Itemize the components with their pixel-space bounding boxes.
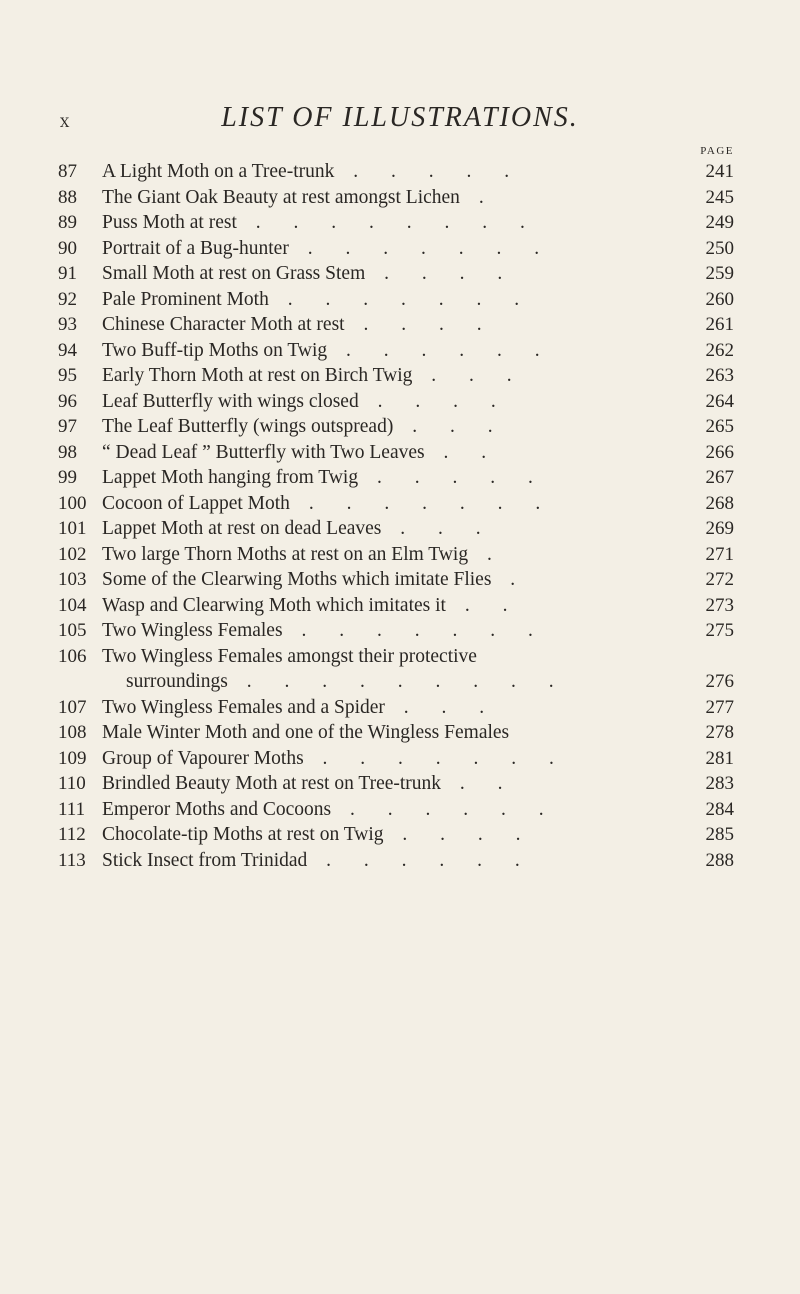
dot-leader: .: [459, 186, 498, 208]
illustration-title-container: [102, 261, 680, 287]
illustration-title-container: [102, 389, 680, 415]
dot-leader: . .: [424, 441, 501, 463]
illustration-number: 112: [58, 824, 86, 845]
illustration-title-container: [102, 618, 680, 644]
illustration-title: Stick Insect from Trinidad: [102, 849, 308, 871]
dot-leader: . .: [441, 773, 517, 794]
list-item: [58, 797, 734, 823]
illustration-number: 100: [58, 492, 87, 514]
illustration-title-container: [102, 797, 680, 823]
list-item: [58, 389, 734, 415]
illustration-title-container: [102, 465, 680, 491]
list-item: [58, 644, 734, 695]
dot-leader: . . .: [412, 365, 526, 386]
illustration-title: Emperor Moths and Cocoons: [102, 798, 332, 820]
illustration-title-container: [102, 771, 680, 797]
page-reference: 275: [705, 620, 734, 641]
illustration-number: 101: [58, 518, 87, 539]
dot-leader: . . . .: [383, 824, 535, 845]
page-reference: 288: [705, 849, 734, 871]
page-reference: 273: [705, 594, 734, 616]
dot-leader: . . . . . . . .: [236, 212, 539, 233]
illustration-title-container: [102, 848, 680, 874]
list-item: [58, 287, 734, 313]
list-item: [58, 159, 734, 185]
illustration-title: Leaf Butterfly with wings closed: [102, 390, 359, 412]
illustration-number: 110: [58, 773, 86, 794]
dot-leader: . . . . . . .: [282, 620, 547, 641]
illustration-number: 104: [58, 594, 87, 616]
illustration-title: Cocoon of Lappet Moth: [102, 492, 290, 514]
page-reference: 245: [705, 186, 734, 208]
dot-leader: . .: [445, 594, 522, 616]
illustration-title-container: [102, 644, 680, 695]
illustration-number: 111: [58, 798, 86, 820]
illustration-title-container: [102, 414, 680, 440]
illustration-title: Two large Thorn Moths at rest on an Elm Twig: [102, 543, 469, 565]
page-reference: 271: [705, 543, 734, 565]
dot-leader: .: [491, 569, 530, 590]
illustration-title-container: [102, 236, 680, 262]
illustration-title: Some of the Clearwing Moths which imitate Flies: [102, 569, 492, 590]
illustration-title: Chinese Character Moth at rest: [102, 314, 345, 335]
illustration-title: Two Wingless Females: [102, 620, 283, 641]
list-item: [58, 465, 734, 491]
illustration-number: 109: [58, 747, 87, 769]
illustration-title: A Light Moth on a Tree-trunk: [102, 161, 335, 182]
list-item: [58, 848, 734, 874]
dot-leader: . . . .: [344, 314, 496, 335]
illustration-title: Brindled Beauty Moth at rest on Tree-trunk: [102, 773, 442, 794]
illustration-title-container: [102, 338, 680, 364]
illustration-number: 87: [58, 161, 77, 182]
dot-leader: . . .: [381, 518, 495, 539]
page-reference: 266: [705, 441, 734, 463]
illustration-title-container: [102, 287, 680, 313]
illustration-title: Portrait of a Bug-hunter: [102, 237, 289, 259]
illustration-title-container: [102, 210, 680, 236]
page-reference: 267: [705, 467, 734, 488]
dot-leader: . . . .: [358, 390, 510, 412]
illustration-number: 106: [58, 645, 87, 667]
illustration-title-container: [102, 542, 680, 568]
list-item: [58, 414, 734, 440]
illustration-title: “ Dead Leaf ” Butterfly with Two Leaves: [102, 441, 425, 463]
dot-leader: . . . . . .: [327, 339, 554, 361]
illustration-number: 94: [58, 339, 77, 361]
list-item: [58, 567, 734, 593]
page-reference: 265: [705, 416, 734, 437]
illustration-number: 105: [58, 620, 87, 641]
illustration-title: Small Moth at rest on Grass Stem: [102, 263, 366, 284]
illustration-number: 89: [58, 212, 77, 233]
list-item: [58, 695, 734, 721]
page-reference: 281: [705, 747, 734, 769]
list-item: [58, 542, 734, 568]
list-item: [58, 822, 734, 848]
illustration-title-container: [102, 516, 680, 542]
page-reference: 283: [705, 773, 734, 794]
list-item: [58, 236, 734, 262]
illustration-number: 103: [58, 569, 87, 590]
dot-leader: . . . . . . .: [303, 747, 568, 769]
page-reference: 278: [705, 722, 734, 743]
dot-leader: .: [468, 543, 506, 565]
page-reference: 263: [705, 365, 734, 386]
list-item: [58, 491, 734, 517]
illustration-title: Pale Prominent Moth: [102, 288, 269, 310]
dot-leader: . . . . . . .: [289, 492, 555, 514]
illustration-title: Puss Moth at rest: [102, 212, 237, 233]
illustrations-list: [58, 159, 734, 873]
illustration-title-container: [102, 695, 680, 721]
page-reference: 250: [705, 237, 734, 259]
illustration-number: 96: [58, 390, 77, 412]
illustration-title-container: [102, 185, 680, 211]
illustration-number: 107: [58, 696, 87, 718]
illustration-title-continued: [102, 669, 680, 695]
illustration-number: 91: [58, 263, 77, 284]
illustration-title-container: [102, 822, 680, 848]
list-item: [58, 593, 734, 619]
list-item: [58, 338, 734, 364]
illustration-title-line2: surroundings: [126, 671, 228, 692]
illustration-number: 108: [58, 722, 87, 743]
page-reference: 284: [705, 798, 734, 820]
page-reference: 249: [705, 212, 734, 233]
page-reference: 268: [705, 492, 734, 514]
page-column-label: PAGE: [700, 145, 734, 157]
illustration-number: 102: [58, 543, 87, 565]
dot-leader: . . . . . .: [307, 849, 534, 871]
running-title: LIST OF ILLUSTRATIONS.: [221, 102, 579, 133]
list-item: [58, 720, 734, 746]
dot-leader: . . . . .: [334, 161, 524, 182]
page-reference: 259: [705, 263, 734, 284]
illustration-title: Male Winter Moth and one of the Wingless Females: [102, 722, 510, 743]
illustration-title-container: [102, 312, 680, 338]
illustration-title: Wasp and Clearwing Moth which imitates it: [102, 594, 446, 616]
illustration-title: Two Buff-tip Moths on Twig: [102, 339, 328, 361]
illustration-number: 95: [58, 365, 77, 386]
list-item: [58, 440, 734, 466]
illustration-title: Two Wingless Females and a Spider: [102, 696, 385, 718]
illustration-number: 99: [58, 467, 77, 488]
illustration-title-container: [102, 440, 680, 466]
illustration-title: Early Thorn Moth at rest on Birch Twig: [102, 365, 413, 386]
illustration-title-container: [102, 159, 680, 185]
dot-leader: . . . . . . . . .: [227, 671, 568, 692]
illustration-title: Lappet Moth hanging from Twig: [102, 467, 359, 488]
page-reference: 241: [705, 161, 734, 182]
illustration-number: 90: [58, 237, 77, 259]
illustration-title-container: [102, 363, 680, 389]
dot-leader: . . . . . .: [331, 798, 558, 820]
page-reference: 260: [705, 288, 734, 310]
illustration-title: Lappet Moth at rest on dead Leaves: [102, 518, 382, 539]
dot-leader: . . . .: [365, 263, 517, 284]
illustration-title-container: [102, 491, 680, 517]
illustration-number: 93: [58, 314, 77, 335]
dot-leader: . . . . .: [358, 467, 547, 488]
illustration-title: The Leaf Butterfly (wings outspread): [102, 416, 394, 437]
page-reference: 277: [705, 696, 734, 718]
illustration-title-container: [102, 746, 680, 772]
list-item: [58, 261, 734, 287]
list-item: [58, 618, 734, 644]
illustration-number: 97: [58, 416, 77, 437]
list-item: [58, 746, 734, 772]
illustration-number: 88: [58, 186, 77, 208]
page-reference: 272: [705, 569, 734, 590]
list-item: [58, 185, 734, 211]
page-reference: 285: [705, 824, 734, 845]
illustration-title: Chocolate-tip Moths at rest on Twig: [102, 824, 384, 845]
illustration-title-container: [102, 720, 680, 746]
illustration-number: 92: [58, 288, 77, 310]
illustration-title: Two Wingless Females amongst their protective: [102, 645, 477, 667]
list-item: [58, 312, 734, 338]
page-reference: 262: [705, 339, 734, 361]
dot-leader: . . . . . . .: [268, 288, 534, 310]
list-item: [58, 771, 734, 797]
page-reference: 264: [705, 390, 734, 412]
dot-leader: . . . . . . .: [288, 237, 554, 259]
illustration-number: 98: [58, 441, 77, 463]
illustration-title-container: [102, 593, 680, 619]
page-reference: 276: [705, 671, 734, 692]
page-number: x: [60, 110, 71, 132]
page-reference: 261: [705, 314, 734, 335]
page-reference: 269: [705, 518, 734, 539]
dot-leader: . . .: [384, 696, 499, 718]
illustration-title: The Giant Oak Beauty at rest amongst Lichen: [102, 186, 460, 208]
illustration-title-container: [102, 567, 680, 593]
illustration-title: Group of Vapourer Moths: [102, 747, 304, 769]
list-item: [58, 516, 734, 542]
illustration-number: 113: [58, 849, 86, 871]
list-item: [58, 363, 734, 389]
dot-leader: . . .: [393, 416, 507, 437]
list-item: [58, 210, 734, 236]
